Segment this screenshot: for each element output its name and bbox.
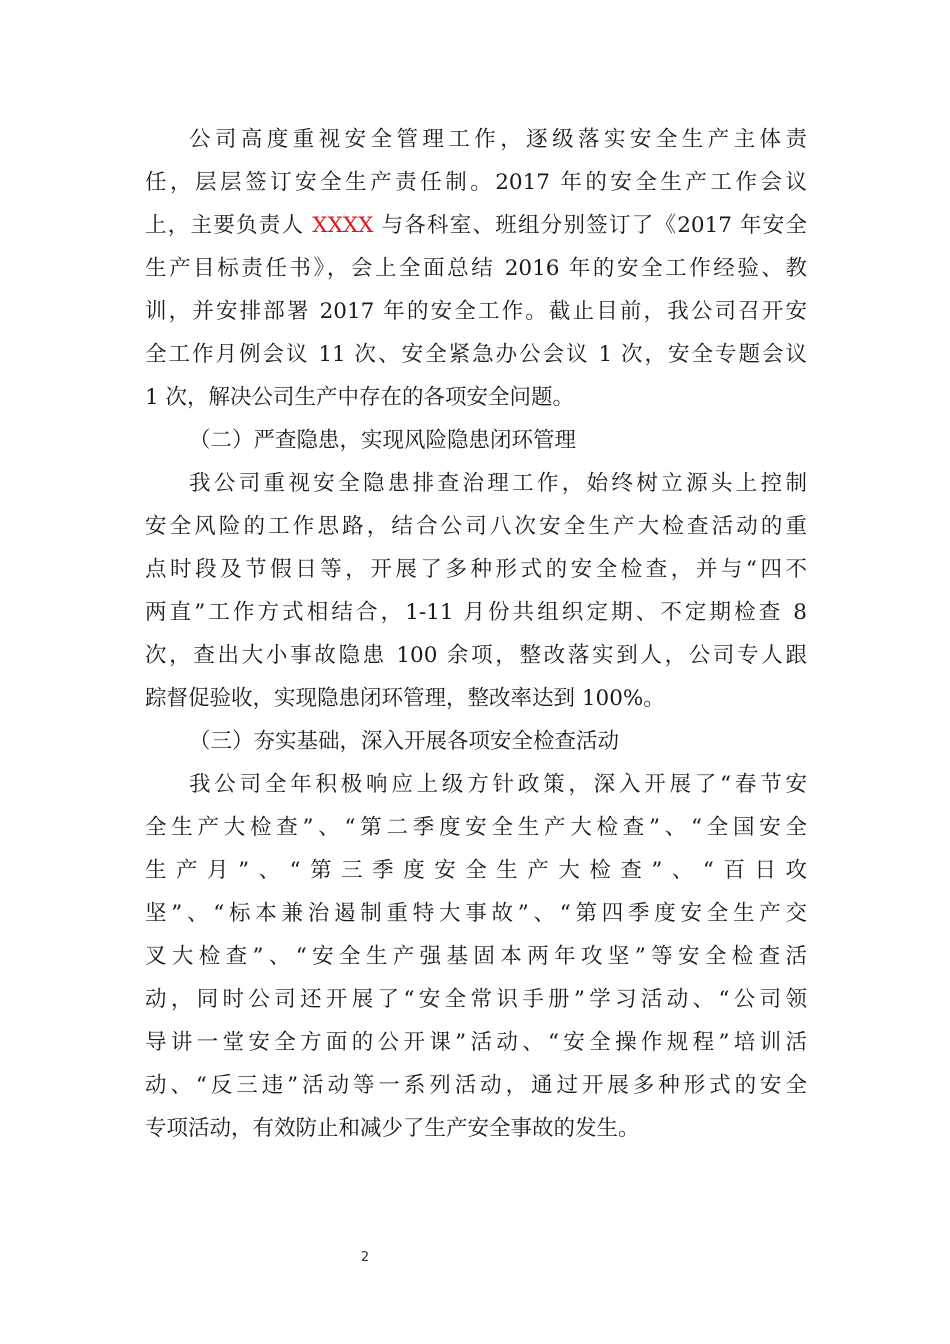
text-line bbox=[145, 204, 807, 247]
text-line: 动、“反三违”活动等一系列活动，通过开展多种形式的安全 bbox=[145, 1073, 807, 1098]
text-segment: 与各科室、班组分别签订了《2017 年安全 bbox=[373, 213, 807, 238]
text-line: 生产目标责任书》，会上全面总结 2016 年的安全工作经验、教 bbox=[145, 256, 807, 281]
section-heading-hazard-inspection: （二）严查隐患，实现风险隐患闭环管理 bbox=[189, 428, 577, 453]
text-line: 公司高度重视安全管理工作，逐级落实安全生产主体责 bbox=[189, 127, 807, 152]
text-line: 训，并安排部署 2017 年的安全工作。截止目前，我公司召开安 bbox=[145, 299, 807, 324]
document-page bbox=[145, 118, 807, 1150]
text-line: 动，同时公司还开展了“安全常识手册”学习活动、“公司领 bbox=[145, 987, 807, 1012]
text-line: 任，层层签订安全生产责任制。2017 年的安全生产工作会议 bbox=[145, 170, 807, 195]
section-heading-safety-activities: （三）夯实基础，深入开展各项安全检查活动 bbox=[189, 729, 620, 754]
text-line: 我公司全年积极响应上级方针政策，深入开展了“春节安 bbox=[189, 772, 807, 797]
text-line: 全生产大检查”、“第二季度安全生产大检查”、“全国安全 bbox=[145, 815, 807, 840]
text-line: 1 次，解决公司生产中存在的各项安全问题。 bbox=[145, 385, 575, 410]
text-line: 次，查出大小事故隐患 100 余项，整改落实到人，公司专人跟 bbox=[145, 643, 807, 668]
text-line: 点时段及节假日等，开展了多种形式的安全检查，并与“四不 bbox=[145, 557, 807, 582]
text-line: 叉大检查”、“安全生产强基固本两年攻坚”等安全检查活 bbox=[145, 944, 807, 969]
text-line: 踪督促验收，实现隐患闭环管理，整改率达到 100%。 bbox=[145, 686, 665, 711]
text-line: 全工作月例会议 11 次、安全紧急办公会议 1 次，安全专题会议 bbox=[145, 342, 807, 367]
paragraph-safety-activities bbox=[145, 763, 807, 1150]
paragraph-safety-responsibility bbox=[145, 118, 807, 419]
paragraph-hazard-management bbox=[145, 462, 807, 720]
text-line: 我公司重视安全隐患排查治理工作，始终树立源头上控制 bbox=[189, 471, 807, 496]
text-segment: 上，主要负责人 bbox=[145, 213, 313, 238]
text-line: 安全风险的工作思路，结合公司八次安全生产大检查活动的重 bbox=[145, 514, 807, 539]
text-line: 生产月”、“第三季度安全生产大检查”、“百日攻 bbox=[145, 858, 807, 883]
redacted-name-placeholder: XXXX bbox=[312, 213, 374, 238]
page-number: 2 bbox=[360, 1250, 370, 1265]
text-line: 专项活动，有效防止和减少了生产安全事故的发生。 bbox=[145, 1116, 640, 1141]
text-line: 导讲一堂安全方面的公开课”活动、“安全操作规程”培训活 bbox=[145, 1030, 807, 1055]
text-line: 坚”、“标本兼治遏制重特大事故”、“第四季度安全生产交 bbox=[145, 901, 807, 926]
text-line: 两直”工作方式相结合，1-11 月份共组织定期、不定期检查 8 bbox=[145, 600, 807, 625]
